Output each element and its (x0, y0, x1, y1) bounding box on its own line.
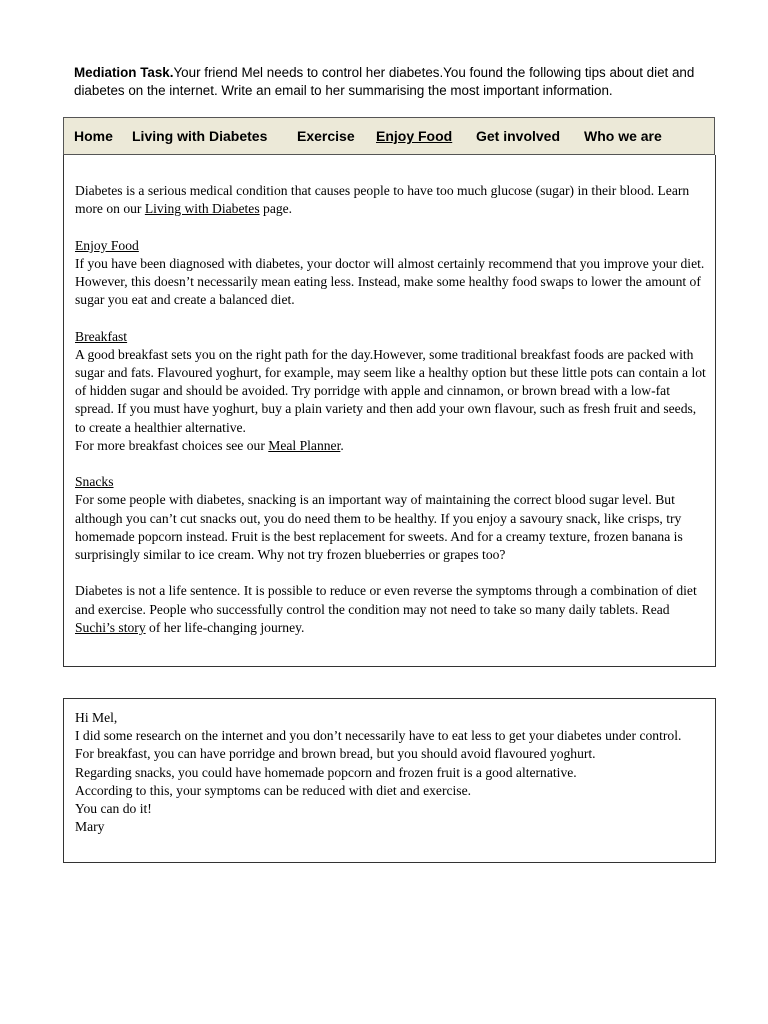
email-line: You can do it! (75, 801, 152, 817)
meal-planner-link[interactable]: Meal Planner (268, 437, 341, 453)
nav-item-living-with-diabetes[interactable]: Living with Diabetes (132, 128, 268, 144)
email-line: According to this, your symptoms can be reduced with diet and exercise. (75, 782, 471, 798)
email-line: For breakfast, you can have porridge and brown bread, but you should avoid flavoured yoghurt. (75, 746, 596, 762)
nav-item-enjoy-food[interactable]: Enjoy Food (376, 128, 453, 144)
site-navigation-bar (63, 117, 715, 155)
enjoy-food-heading: Enjoy Food (75, 237, 139, 253)
article-body (75, 182, 707, 637)
intro-text: Diabetes is a serious medical condition that causes people to have too much glucose (sugar) in their blood. Learn more on our (75, 183, 690, 217)
snacks-heading: Snacks (75, 474, 114, 490)
breakfast-more-text: For more breakfast choices see our (75, 437, 269, 453)
nav-item-who-we-are[interactable]: Who we are (584, 128, 662, 144)
task-instructions (74, 64, 744, 100)
email-body (75, 709, 707, 836)
suchis-story-link[interactable]: Suchi’s story (75, 619, 146, 635)
nav-item-get-involved[interactable]: Get involved (476, 128, 561, 144)
closing-text: Diabetes is not a life sentence. It is possible to reduce or even reverse the symptoms through a combination of diet and exercise. People who successfully control the condition may not need to take so many daily tablets. Read (75, 583, 697, 617)
email-signature: Mary (75, 819, 105, 835)
breakfast-paragraph: A good breakfast sets you on the right path for the day.However, some traditional breakfast foods are packed with sugar and fats. Flavoured yoghurt, for example, may seem like a healthy option but these little pots can contain a lot of hidden sugar and should be avoided. Try porridge with apple and cinnamon, or brown bread with a low-fat spread. If you must have yoghurt, buy a plain variety and then add your own flavour, such as fresh fruit and seeds, to create a healthier alternative. (75, 346, 706, 435)
breakfast-heading: Breakfast (75, 328, 128, 344)
nav-item-exercise[interactable]: Exercise (297, 128, 355, 144)
email-line: I did some research on the internet and you don’t necessarily have to eat less to get your diabetes under control. (75, 728, 682, 744)
task-text: Your friend Mel needs to control her diabetes.You found the following tips about diet and diabetes on the internet. Write an email to her summarising the most important information. (74, 65, 695, 98)
enjoy-food-paragraph: If you have been diagnosed with diabetes, your doctor will almost certainly recommend that you improve your diet. However, this doesn’t necessarily mean eating less. Instead, make some healthy food swaps to lower the amount of sugar you eat and create a balanced diet. (75, 255, 705, 308)
closing-paragraph (75, 582, 707, 637)
intro-paragraph (75, 182, 707, 218)
email-draft-box (63, 698, 716, 863)
email-greeting: Hi Mel, (75, 710, 118, 725)
intro-text-end: page. (259, 201, 293, 217)
task-label: Mediation Task. (74, 65, 174, 80)
nav-item-home[interactable]: Home (74, 128, 113, 144)
closing-text-end: of her life-changing journey. (145, 619, 305, 635)
breakfast-more-line (75, 437, 707, 455)
email-line: Regarding snacks, you could have homemade popcorn and frozen fruit is a good alternative. (75, 764, 577, 780)
snacks-paragraph: For some people with diabetes, snacking is an important way of maintaining the correct blood sugar level. But although you can’t cut snacks out, you do need them to be healthy. If you enjoy a savoury snack, like crisps, try homemade popcorn instead. Fruit is the best replacement for sweets. And for a creamy texture, frozen banana is surprisingly similar to ice cream. Why not try frozen blueberries or grapes too? (75, 492, 683, 563)
breakfast-more-end: . (340, 437, 344, 453)
article-panel (63, 155, 716, 667)
living-with-diabetes-link[interactable]: Living with Diabetes (144, 201, 260, 217)
